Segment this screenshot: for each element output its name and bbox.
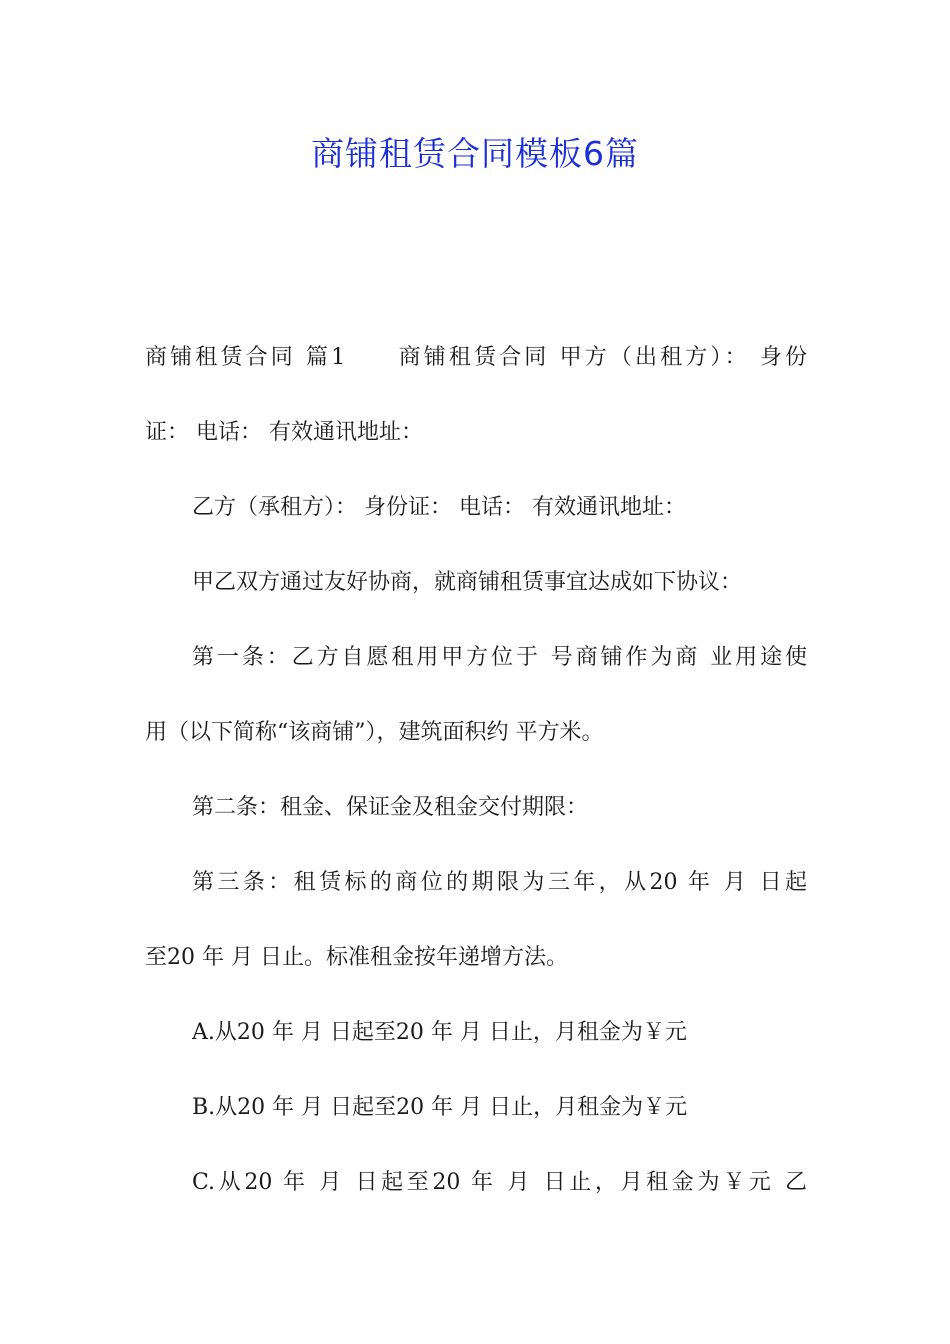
paragraph-line: 商铺租赁合同 篇1 商铺租赁合同 甲方（出租方）： 身份: [145, 345, 807, 370]
paragraph-line: 证： 电话： 有效通讯地址：: [145, 420, 423, 445]
paragraph-line: 第一条：乙方自愿租用甲方位于 号商铺作为商 业用途使: [192, 645, 807, 670]
paragraph-line: B.从20 年 月 日起至20 年 月 日止，月租金为￥元: [192, 1095, 688, 1120]
paragraph-line: 乙方（承租方）： 身份证： 电话： 有效通讯地址：: [192, 495, 686, 520]
paragraph-line: 用（以下简称“该商铺”），建筑面积约 平方米。: [145, 720, 604, 745]
paragraph-line: A.从20 年 月 日起至20 年 月 日止，月租金为￥元: [192, 1020, 687, 1045]
paragraph-line: 第三条：租赁标的商位的期限为三年，从20 年 月 日起: [192, 870, 807, 895]
paragraph-line: C.从20 年 月 日起至20 年 月 日止，月租金为￥元 乙: [192, 1170, 807, 1195]
paragraph-line: 至20 年 月 日止。标准租金按年递增方法。: [145, 945, 568, 970]
document-title: 商铺租赁合同模板6篇: [311, 134, 639, 173]
paragraph-line: 第二条：租金、保证金及租金交付期限：: [192, 795, 589, 820]
paragraph-line: 甲乙双方通过友好协商，就商铺租赁事宜达成如下协议：: [192, 570, 743, 595]
